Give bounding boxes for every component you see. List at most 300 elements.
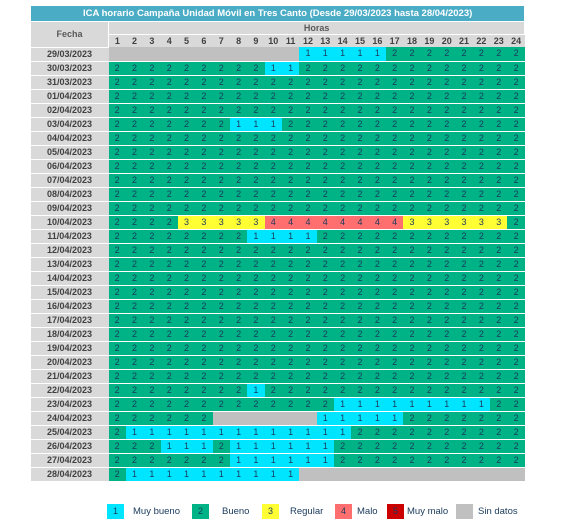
ica-value-cell: 2 xyxy=(351,89,368,103)
ica-value-cell: 2 xyxy=(265,131,282,145)
ica-value-cell: 2 xyxy=(109,257,126,271)
ica-value-cell: 2 xyxy=(195,187,212,201)
hour-label: 22 xyxy=(473,35,490,48)
ica-value-cell: 2 xyxy=(421,299,438,313)
ica-value-cell: 2 xyxy=(351,425,368,439)
ica-value-cell: 2 xyxy=(109,271,126,285)
ica-value-cell: 2 xyxy=(161,313,178,327)
date-cell: 01/04/2023 xyxy=(31,89,109,103)
ica-value-cell: 2 xyxy=(195,313,212,327)
ica-value-cell: 1 xyxy=(403,397,420,411)
ica-value-cell: 2 xyxy=(282,201,299,215)
ica-value-cell: 2 xyxy=(334,173,351,187)
ica-value-cell: 2 xyxy=(369,257,386,271)
ica-value-cell: 2 xyxy=(507,103,524,117)
ica-value-cell: 2 xyxy=(126,411,143,425)
ica-value-cell: 2 xyxy=(507,47,524,61)
ica-value-cell: 2 xyxy=(109,355,126,369)
ica-value-cell: 2 xyxy=(455,355,472,369)
ica-value-cell: 2 xyxy=(247,75,264,89)
ica-value-cell: 2 xyxy=(403,145,420,159)
ica-value-cell: 2 xyxy=(403,61,420,75)
ica-value-cell: 1 xyxy=(247,439,264,453)
ica-value-cell: 2 xyxy=(334,369,351,383)
ica-value-cell: 2 xyxy=(161,383,178,397)
ica-value-cell: 2 xyxy=(317,383,334,397)
ica-value-cell: 2 xyxy=(490,159,507,173)
ica-value-cell: 2 xyxy=(178,173,195,187)
hour-label: 14 xyxy=(334,35,351,48)
ica-value-cell: 2 xyxy=(403,201,420,215)
ica-value-cell: 4 xyxy=(265,215,282,229)
ica-value-cell: 2 xyxy=(109,453,126,467)
ica-value-cell: 2 xyxy=(334,299,351,313)
ica-value-cell: 2 xyxy=(369,173,386,187)
ica-value-cell: 2 xyxy=(490,285,507,299)
ica-value-cell: 2 xyxy=(178,355,195,369)
hour-label: 1 xyxy=(109,35,126,48)
ica-value-cell: 2 xyxy=(299,131,316,145)
date-cell: 29/03/2023 xyxy=(31,47,109,61)
ica-value-cell: 2 xyxy=(265,327,282,341)
hour-label: 15 xyxy=(351,35,368,48)
ica-value-cell: 2 xyxy=(421,425,438,439)
ica-value-cell: 2 xyxy=(473,383,490,397)
ica-value-cell: 2 xyxy=(247,131,264,145)
ica-value-cell: 1 xyxy=(230,467,247,481)
ica-value-cell: 2 xyxy=(421,285,438,299)
ica-value-cell: 2 xyxy=(161,355,178,369)
ica-value-cell: 2 xyxy=(109,173,126,187)
ica-value-cell: 2 xyxy=(403,187,420,201)
ica-value-cell: 2 xyxy=(317,75,334,89)
ica-value-cell: 2 xyxy=(455,341,472,355)
ica-value-cell: 2 xyxy=(490,411,507,425)
ica-value-cell: 2 xyxy=(455,257,472,271)
ica-value-cell: 1 xyxy=(195,439,212,453)
ica-value-cell: 2 xyxy=(161,243,178,257)
ica-value-cell: 3 xyxy=(178,215,195,229)
legend-swatch: 3 xyxy=(262,504,279,519)
ica-value-cell: 2 xyxy=(438,243,455,257)
ica-value-cell: 2 xyxy=(109,299,126,313)
ica-value-cell: 2 xyxy=(126,75,143,89)
table-row xyxy=(31,215,525,229)
ica-value-cell: 2 xyxy=(455,173,472,187)
ica-value-cell: 2 xyxy=(247,103,264,117)
ica-value-cell: 2 xyxy=(178,61,195,75)
ica-value-cell: 1 xyxy=(334,411,351,425)
ica-value-cell: 1 xyxy=(178,467,195,481)
ica-value-cell: 2 xyxy=(507,271,524,285)
ica-value-cell: 2 xyxy=(299,397,316,411)
date-cell: 14/04/2023 xyxy=(31,271,109,285)
ica-value-cell: 1 xyxy=(334,397,351,411)
ica-value-cell: 1 xyxy=(282,61,299,75)
ica-value-cell: 1 xyxy=(126,425,143,439)
ica-value-cell: 2 xyxy=(265,383,282,397)
ica-value-cell: 2 xyxy=(473,411,490,425)
ica-value-cell: 2 xyxy=(213,89,230,103)
ica-value-cell: 2 xyxy=(455,383,472,397)
table-row xyxy=(31,145,525,159)
ica-value-cell: 2 xyxy=(178,117,195,131)
ica-value-cell: 2 xyxy=(438,89,455,103)
ica-value-cell: 2 xyxy=(455,47,472,61)
ica-value-cell: 2 xyxy=(386,383,403,397)
ica-value-cell: 2 xyxy=(143,117,160,131)
ica-value-cell: 2 xyxy=(507,243,524,257)
ica-value-cell: 2 xyxy=(161,215,178,229)
date-cell: 15/04/2023 xyxy=(31,285,109,299)
ica-value-cell: 4 xyxy=(282,215,299,229)
ica-value-cell: 2 xyxy=(507,355,524,369)
ica-value-cell: 2 xyxy=(299,75,316,89)
ica-value-cell: 2 xyxy=(109,313,126,327)
ica-value-cell: 2 xyxy=(455,117,472,131)
ica-value-cell: 2 xyxy=(195,229,212,243)
ica-value-cell: 2 xyxy=(143,215,160,229)
ica-value-cell: 2 xyxy=(143,89,160,103)
ica-value-cell: 2 xyxy=(126,397,143,411)
ica-value-cell: 2 xyxy=(265,75,282,89)
ica-value-cell: 2 xyxy=(161,411,178,425)
ica-value-cell: 2 xyxy=(438,327,455,341)
ica-value-cell: 2 xyxy=(473,61,490,75)
ica-value-cell: 2 xyxy=(109,75,126,89)
ica-value-cell: 2 xyxy=(421,201,438,215)
ica-value-cell: 2 xyxy=(438,117,455,131)
table-row xyxy=(31,453,525,467)
ica-value-cell: 2 xyxy=(143,187,160,201)
ica-value-cell: 2 xyxy=(143,61,160,75)
ica-value-cell: 2 xyxy=(334,131,351,145)
ica-value-cell: 2 xyxy=(282,369,299,383)
ica-value-cell: 2 xyxy=(247,159,264,173)
ica-value-cell: 2 xyxy=(213,341,230,355)
ica-value-cell: 2 xyxy=(369,243,386,257)
ica-value-cell: 2 xyxy=(213,313,230,327)
ica-value-cell: 1 xyxy=(317,453,334,467)
ica-value-cell: 2 xyxy=(109,411,126,425)
ica-value-cell: 2 xyxy=(386,341,403,355)
ica-value-cell: 2 xyxy=(143,201,160,215)
ica-value-cell: 2 xyxy=(230,397,247,411)
ica-value-cell: 2 xyxy=(265,397,282,411)
date-cell: 19/04/2023 xyxy=(31,341,109,355)
ica-value-cell: 2 xyxy=(282,271,299,285)
ica-value-cell: 2 xyxy=(490,397,507,411)
ica-value-cell: 2 xyxy=(265,89,282,103)
ica-value-cell: 2 xyxy=(455,453,472,467)
ica-value-cell: 2 xyxy=(143,173,160,187)
ica-value-cell: 2 xyxy=(109,369,126,383)
ica-value-cell: 2 xyxy=(351,145,368,159)
ica-value-cell: 2 xyxy=(438,425,455,439)
ica-value-cell: 2 xyxy=(195,299,212,313)
ica-value-cell: 2 xyxy=(386,285,403,299)
ica-value-cell: 2 xyxy=(455,187,472,201)
ica-value-cell: 2 xyxy=(109,159,126,173)
ica-value-cell: 2 xyxy=(351,271,368,285)
ica-value-cell: 2 xyxy=(386,131,403,145)
hour-label: 18 xyxy=(403,35,420,48)
ica-value-cell: 2 xyxy=(421,75,438,89)
ica-value-cell: 2 xyxy=(265,103,282,117)
ica-value-cell: 1 xyxy=(143,467,160,481)
ica-value-cell: 2 xyxy=(161,341,178,355)
ica-value-cell: 2 xyxy=(161,453,178,467)
ica-value-cell: 2 xyxy=(386,75,403,89)
ica-value-cell: 1 xyxy=(473,397,490,411)
ica-value-cell: 2 xyxy=(507,117,524,131)
ica-value-cell: 2 xyxy=(369,341,386,355)
ica-value-cell: 2 xyxy=(230,341,247,355)
ica-value-cell: 1 xyxy=(247,383,264,397)
ica-value-cell: 2 xyxy=(386,327,403,341)
ica-value-cell: 2 xyxy=(126,257,143,271)
ica-value-cell: 1 xyxy=(351,411,368,425)
ica-value-cell: 1 xyxy=(178,425,195,439)
ica-value-cell: 2 xyxy=(265,173,282,187)
hour-label: 7 xyxy=(213,35,230,48)
table-row xyxy=(31,299,525,313)
ica-value-cell: 2 xyxy=(507,173,524,187)
ica-value-cell: 2 xyxy=(403,341,420,355)
legend-swatch: 1 xyxy=(107,504,124,519)
ica-value-cell: 2 xyxy=(386,61,403,75)
ica-value-cell: 2 xyxy=(143,229,160,243)
hour-label: 13 xyxy=(317,35,334,48)
ica-value-cell: 2 xyxy=(178,145,195,159)
ica-value-cell: 2 xyxy=(403,355,420,369)
ica-value-cell: 2 xyxy=(369,425,386,439)
ica-value-cell: 2 xyxy=(178,271,195,285)
ica-value-cell: 2 xyxy=(265,159,282,173)
ica-value-cell: 2 xyxy=(265,341,282,355)
ica-value-cell: 3 xyxy=(490,215,507,229)
ica-value-cell: 2 xyxy=(334,89,351,103)
ica-value-cell: 2 xyxy=(195,383,212,397)
ica-value-cell: 4 xyxy=(386,215,403,229)
ica-value-cell: 2 xyxy=(247,341,264,355)
ica-value-cell: 2 xyxy=(351,355,368,369)
ica-value-cell: 2 xyxy=(317,313,334,327)
ica-value-cell: 2 xyxy=(213,117,230,131)
ica-value-cell: 2 xyxy=(109,229,126,243)
ica-value-cell: 2 xyxy=(213,131,230,145)
ica-value-cell: 2 xyxy=(507,439,524,453)
ica-value-cell: 2 xyxy=(109,243,126,257)
ica-value-cell: 2 xyxy=(403,411,420,425)
date-cell: 13/04/2023 xyxy=(31,257,109,271)
ica-value-cell: 2 xyxy=(213,383,230,397)
date-cell: 27/04/2023 xyxy=(31,453,109,467)
ica-value-cell: 2 xyxy=(109,425,126,439)
ica-value-cell: 2 xyxy=(195,341,212,355)
ica-value-cell: 2 xyxy=(455,103,472,117)
no-data-cell xyxy=(109,47,300,61)
hour-label: 2 xyxy=(126,35,143,48)
ica-value-cell: 2 xyxy=(455,327,472,341)
ica-value-cell: 2 xyxy=(230,201,247,215)
ica-value-cell: 2 xyxy=(143,383,160,397)
ica-value-cell: 2 xyxy=(317,117,334,131)
ica-value-cell: 2 xyxy=(230,61,247,75)
ica-value-cell: 2 xyxy=(178,299,195,313)
ica-value-cell: 2 xyxy=(126,341,143,355)
ica-value-cell: 2 xyxy=(438,131,455,145)
ica-value-cell: 2 xyxy=(317,61,334,75)
ica-value-cell: 1 xyxy=(143,425,160,439)
ica-value-cell: 2 xyxy=(507,341,524,355)
ica-value-cell: 2 xyxy=(143,355,160,369)
ica-value-cell: 2 xyxy=(438,257,455,271)
hour-label: 24 xyxy=(507,35,524,48)
ica-value-cell: 2 xyxy=(473,201,490,215)
ica-value-cell: 2 xyxy=(421,229,438,243)
table-row xyxy=(31,187,525,201)
ica-value-cell: 4 xyxy=(334,215,351,229)
hour-label: 23 xyxy=(490,35,507,48)
ica-value-cell: 1 xyxy=(230,117,247,131)
ica-value-cell: 2 xyxy=(126,369,143,383)
ica-value-cell: 2 xyxy=(421,383,438,397)
ica-value-cell: 2 xyxy=(213,299,230,313)
ica-value-cell: 2 xyxy=(455,229,472,243)
ica-value-cell: 2 xyxy=(490,341,507,355)
ica-value-cell: 2 xyxy=(403,229,420,243)
ica-value-cell: 2 xyxy=(213,243,230,257)
ica-value-cell: 2 xyxy=(421,243,438,257)
ica-value-cell: 2 xyxy=(386,103,403,117)
ica-value-cell: 2 xyxy=(369,285,386,299)
ica-value-cell: 2 xyxy=(369,229,386,243)
ica-value-cell: 2 xyxy=(421,103,438,117)
ica-value-cell: 2 xyxy=(507,187,524,201)
date-cell: 03/04/2023 xyxy=(31,117,109,131)
ica-value-cell: 2 xyxy=(455,145,472,159)
ica-value-cell: 2 xyxy=(161,299,178,313)
ica-value-cell: 1 xyxy=(265,425,282,439)
ica-value-cell: 2 xyxy=(334,103,351,117)
ica-value-cell: 2 xyxy=(507,61,524,75)
ica-value-cell: 2 xyxy=(438,145,455,159)
ica-value-cell: 2 xyxy=(403,159,420,173)
table-row xyxy=(31,271,525,285)
ica-value-cell: 2 xyxy=(507,453,524,467)
date-cell: 10/04/2023 xyxy=(31,215,109,229)
ica-value-cell: 2 xyxy=(317,201,334,215)
ica-value-cell: 2 xyxy=(126,453,143,467)
ica-value-cell: 2 xyxy=(351,439,368,453)
ica-value-cell: 2 xyxy=(369,299,386,313)
ica-value-cell: 2 xyxy=(299,243,316,257)
date-cell: 17/04/2023 xyxy=(31,313,109,327)
legend-label: Regular xyxy=(290,506,324,517)
ica-value-cell: 2 xyxy=(126,229,143,243)
ica-value-cell: 2 xyxy=(247,243,264,257)
ica-value-cell: 2 xyxy=(265,257,282,271)
ica-value-cell: 1 xyxy=(282,453,299,467)
ica-value-cell: 2 xyxy=(143,313,160,327)
ica-value-cell: 1 xyxy=(299,453,316,467)
ica-value-cell: 2 xyxy=(438,159,455,173)
ica-value-cell: 2 xyxy=(126,383,143,397)
ica-value-cell: 2 xyxy=(455,313,472,327)
ica-value-cell: 2 xyxy=(195,411,212,425)
ica-value-cell: 2 xyxy=(351,285,368,299)
ica-value-cell: 2 xyxy=(247,201,264,215)
ica-value-cell: 2 xyxy=(178,229,195,243)
legend-swatch: 5 xyxy=(387,504,404,519)
ica-value-cell: 2 xyxy=(143,397,160,411)
date-cell: 16/04/2023 xyxy=(31,299,109,313)
ica-value-cell: 2 xyxy=(473,243,490,257)
date-cell: 25/04/2023 xyxy=(31,425,109,439)
ica-value-cell: 2 xyxy=(247,299,264,313)
ica-value-cell: 2 xyxy=(490,201,507,215)
ica-value-cell: 2 xyxy=(299,159,316,173)
ica-value-cell: 2 xyxy=(109,187,126,201)
ica-value-cell: 2 xyxy=(247,271,264,285)
ica-value-cell: 2 xyxy=(490,313,507,327)
hour-label: 12 xyxy=(299,35,316,48)
ica-value-cell: 2 xyxy=(334,145,351,159)
ica-value-cell: 1 xyxy=(299,439,316,453)
ica-value-cell: 2 xyxy=(507,215,524,229)
ica-value-cell: 2 xyxy=(178,453,195,467)
ica-value-cell: 2 xyxy=(507,383,524,397)
ica-value-cell: 2 xyxy=(299,187,316,201)
ica-value-cell: 2 xyxy=(161,159,178,173)
ica-value-cell: 2 xyxy=(386,271,403,285)
ica-value-cell: 2 xyxy=(403,369,420,383)
ica-value-cell: 2 xyxy=(126,159,143,173)
ica-value-cell: 2 xyxy=(438,103,455,117)
ica-value-cell: 2 xyxy=(195,355,212,369)
ica-value-cell: 2 xyxy=(178,285,195,299)
ica-value-cell: 2 xyxy=(507,327,524,341)
ica-value-cell: 2 xyxy=(161,173,178,187)
hour-label: 4 xyxy=(161,35,178,48)
ica-value-cell: 2 xyxy=(299,285,316,299)
ica-value-cell: 2 xyxy=(403,453,420,467)
ica-value-cell: 2 xyxy=(299,369,316,383)
ica-value-cell: 2 xyxy=(421,145,438,159)
ica-value-cell: 2 xyxy=(299,61,316,75)
ica-value-cell: 2 xyxy=(161,145,178,159)
ica-value-cell: 2 xyxy=(403,299,420,313)
table-title: ICA horario Campaña Unidad Móvil en Tres Canto (Desde 29/03/2023 hasta 28/04/2023) xyxy=(31,6,525,22)
ica-value-cell: 2 xyxy=(195,61,212,75)
ica-value-cell: 2 xyxy=(473,131,490,145)
ica-value-cell: 2 xyxy=(507,229,524,243)
ica-value-cell: 1 xyxy=(334,47,351,61)
ica-value-cell: 2 xyxy=(455,201,472,215)
ica-value-cell: 2 xyxy=(265,187,282,201)
hour-label: 10 xyxy=(265,35,282,48)
ica-value-cell: 2 xyxy=(386,313,403,327)
legend-swatch: 2 xyxy=(192,504,209,519)
ica-value-cell: 2 xyxy=(473,229,490,243)
ica-value-cell: 2 xyxy=(351,369,368,383)
date-cell: 20/04/2023 xyxy=(31,355,109,369)
ica-value-cell: 2 xyxy=(334,383,351,397)
ica-value-cell: 1 xyxy=(247,229,264,243)
ica-value-cell: 2 xyxy=(403,103,420,117)
ica-value-cell: 2 xyxy=(126,439,143,453)
